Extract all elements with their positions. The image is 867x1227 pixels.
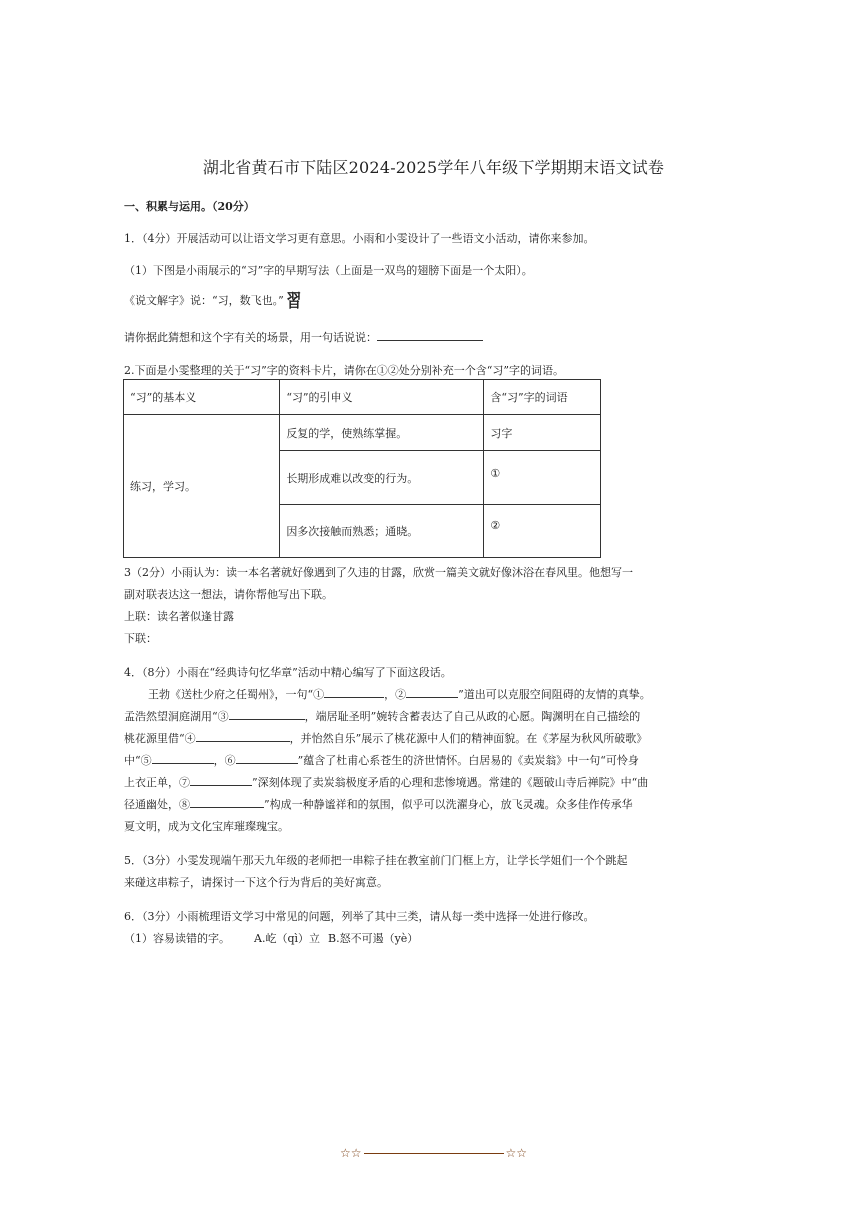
q4-text: ，并怡然自乐”展示了桃花源中人们的精神面貌。在《茅屋为秋风所破歌》 bbox=[289, 732, 648, 745]
q4-para-line bbox=[124, 708, 640, 724]
answer-blank[interactable] bbox=[196, 731, 290, 742]
q4-text: ，端居耻圣明”婉转含蓄表达了自己从政的心愿。陶渊明在自己描绘的 bbox=[304, 710, 641, 723]
answer-blank[interactable] bbox=[324, 687, 384, 698]
footer-rule bbox=[364, 1153, 504, 1154]
star-icon: ☆☆ bbox=[505, 1146, 528, 1160]
q4-text: 中“⑤ bbox=[124, 754, 152, 767]
q1-stem: 1．（4分）开展活动可以让语文学习更有意思。小雨和小雯设计了一些语文小活动，请你来参加。 bbox=[124, 232, 595, 245]
q3-line1: 3（2分）小雨认为：读一本名著就好像遇到了久违的甘露，欣赏一篇美文就好像沐浴在春风里。他想写一 bbox=[124, 566, 633, 579]
footer-ornament bbox=[0, 1146, 867, 1160]
xi-data-card-table bbox=[123, 379, 601, 558]
q4-text: 径通幽处，⑧ bbox=[124, 798, 190, 811]
q4-para-line bbox=[124, 796, 633, 812]
answer-blank[interactable] bbox=[190, 775, 252, 786]
section-heading: 一、积累与运用。（20分） bbox=[124, 200, 255, 213]
shuowen-quote: 《说文解字》说：“习，数飞也。” bbox=[124, 294, 284, 307]
word-cell: 习字 bbox=[484, 415, 601, 451]
q4-text: 上衣正单，⑦ bbox=[124, 776, 190, 789]
header-basic-meaning: “习”的基本义 bbox=[124, 380, 280, 415]
q4-para-line bbox=[124, 730, 647, 746]
meaning-cell: 反复的学，使熟练掌握。 bbox=[280, 415, 484, 451]
q4-text: ”蕴含了杜甫心系苍生的济世情怀。白居易的《卖炭翁》中一句“可怜身 bbox=[297, 754, 639, 767]
q4-text: 桃花源里借“④ bbox=[124, 732, 196, 745]
q1-guess-text: 请你据此猜想和这个字有关的场景，用一句话说说： bbox=[124, 331, 377, 344]
answer-blank[interactable] bbox=[406, 687, 458, 698]
q4-text: ”构成一种静谧祥和的氛围，似乎可以洗濯身心，放飞灵魂。众多佳作传承华 bbox=[264, 798, 633, 811]
q6-sub1-label: （1）容易读错的字。 bbox=[124, 932, 230, 945]
answer-blank[interactable] bbox=[377, 330, 483, 341]
answer-blank[interactable] bbox=[229, 709, 305, 720]
answer-blank[interactable] bbox=[190, 797, 264, 808]
ancient-xi-glyph: 習 bbox=[286, 291, 301, 312]
q4-stem: 4．（8分）小雨在“经典诗句忆华章”活动中精心编写了下面这段话。 bbox=[124, 666, 452, 679]
meaning-cell: 长期形成难以改变的行为。 bbox=[280, 451, 484, 505]
q4-text: ”道出可以克服空间阻碍的友情的真挚。 bbox=[458, 688, 651, 701]
q4-para-line: 夏文明，成为文化宝库璀璨瑰宝。 bbox=[124, 820, 289, 833]
q4-text: ，⑥ bbox=[213, 754, 236, 767]
q6-option-a: A.屹（qì）立 bbox=[254, 932, 320, 945]
q3-lower-couplet[interactable]: 下联： bbox=[124, 632, 157, 645]
q5-line2: 来碰这串粽子，请探讨一下这个行为背后的美好寓意。 bbox=[124, 876, 388, 889]
q4-text: ，② bbox=[384, 688, 407, 701]
q3-line2: 副对联表达这一想法，请你帮他写出下联。 bbox=[124, 588, 333, 601]
q4-para-line bbox=[124, 752, 639, 768]
q5-line1: 5．（3分）小雯发现端午那天九年级的老师把一串粽子挂在教室前门门框上方，让学长学姐们一个个跳起 bbox=[124, 854, 628, 867]
basic-meaning-cell: 练习，学习。 bbox=[124, 415, 280, 558]
answer-blank[interactable] bbox=[152, 753, 214, 764]
meaning-cell: 因多次接触而熟悉；通晓。 bbox=[280, 505, 484, 558]
q4-text: 孟浩然望洞庭湖用“③ bbox=[124, 710, 229, 723]
header-extended-meaning: “习”的引申义 bbox=[280, 380, 484, 415]
answer-blank[interactable] bbox=[236, 753, 298, 764]
header-words: 含“习”字的词语 bbox=[484, 380, 601, 415]
q1-guess bbox=[124, 329, 483, 345]
q6-stem: 6．（3分）小雨梳理语文学习中常见的问题，列举了其中三类，请从每一类中选择一处进行修改。 bbox=[124, 910, 595, 923]
star-icon: ☆☆ bbox=[339, 1146, 362, 1160]
word-blank-cell-1[interactable]: ① bbox=[484, 451, 601, 505]
q4-para-line bbox=[124, 774, 648, 790]
q6-sub1 bbox=[124, 930, 418, 946]
q4-text: ”深刻体现了卖炭翁极度矛盾的心理和悲惨境遇。常建的《题破山寺后禅院》中“曲 bbox=[252, 776, 649, 789]
q4-para-line bbox=[148, 686, 651, 702]
q1-shuowen bbox=[124, 287, 303, 313]
word-blank-cell-2[interactable]: ② bbox=[484, 505, 601, 558]
q1-sub1: （1）下图是小雨展示的“习”字的早期写法（上面是一双鸟的翅膀下面是一个太阳）。 bbox=[124, 264, 533, 277]
q3-upper-couplet: 上联：读名著似逢甘露 bbox=[124, 610, 234, 623]
q2-stem: 2.下面是小雯整理的关于“习”字的资料卡片，请你在①②处分别补充一个含“习”字的词语。 bbox=[124, 364, 564, 377]
q6-option-b: B.怒不可遏（yè） bbox=[328, 932, 419, 945]
q4-text: 王勃《送杜少府之任蜀州》，一句“① bbox=[148, 688, 325, 701]
exam-title: 湖北省黄石市下陆区2024-2025学年八年级下学期期末语文试卷 bbox=[202, 158, 665, 177]
